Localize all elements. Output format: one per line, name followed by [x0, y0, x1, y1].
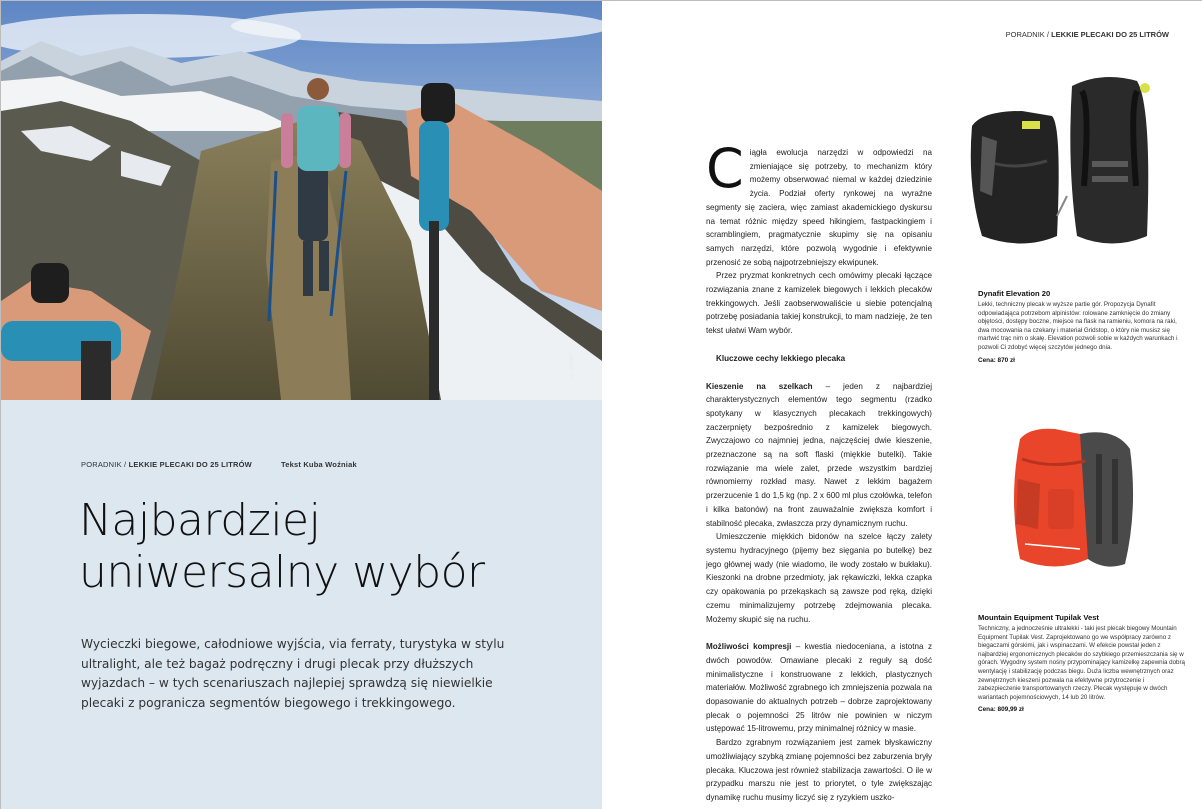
hero-photo — [1, 1, 602, 400]
headline-line-1: Najbardziej — [79, 495, 321, 546]
product-card-dynafit — [978, 289, 1188, 364]
headline-line-2: uniwersalny wybór — [79, 547, 485, 598]
term-shoulder-pockets: Kieszenie na szelkach — [706, 381, 813, 391]
paragraph-2: Przez pryzmat konkretnych cech omówimy plecaki łączące rozwiązania znane z kamizelek biegowych i lekkich plecaków trekkingowych. Jeśli zaobserwowaliście u siebie potencjalną potrzebę posiadania takiej konstrukcji, to mam nadzieję, że ten tekst ułatwi Wam wybór. — [706, 271, 932, 336]
right-page — [602, 1, 1202, 809]
kicker-rubric: PORADNIK / — [81, 460, 129, 469]
article-headline — [79, 495, 579, 599]
photo-credit: ©Dynafit — [569, 353, 575, 378]
header-rubric: PORADNIK / — [1005, 30, 1052, 39]
article-lead: Wycieczki biegowe, całodniowe wyjścia, via ferraty, turystyka w stylu ultralight, ale też bagaż podręczny i drugi plecak przy dłuższych wyjazdach – w tych scenariuszach najlepiej sprawdzą się niewielkie plecaki z pogranicza segmentów biegowego i trekkingowego. — [81, 637, 505, 710]
product-name: Dynafit Elevation 20 — [978, 289, 1051, 298]
left-page — [1, 1, 602, 809]
product-price: Cena: 809,99 zł — [978, 706, 1024, 714]
text-compression: – kwestia niedoceniana, a istotna z dwóch powodów. Omawiane plecaki z reguły są dość minimalistyczne i konstruowane z lekkich, plastycznych materiałów. Możliwość zgrabnego ich zmniejszenia pozwala na dopasowanie do aktualnych potrzeb – dobrze zaprojektowany plecak o pojemności 25 litrów nie powinien w niczym ustępować 15-litrowemu, przy minimalnej różnicy w masie. — [706, 642, 932, 734]
kicker-topic: LEKKIE PLECAKI DO 25 LITRÓW — [128, 460, 252, 469]
dynafit-backpack-image — [962, 66, 1162, 256]
intro-text: iągła ewolucja narzędzi w odpowiedzi na zmieniające się potrzeby, to mechanizm który możemy obserwować niemal w każdej dziedzinie życia. Podział oferty rynkowej na wyraźne segmenty się zaciera, więc zamiast akademickiego dyskursu na temat różnic między speed hikingiem, fastpackingiem i scramblingiem, pragmatycznie skupimy się na opisaniu samych narzędzi, które pozwolą wygodnie i efektywnie przenosić ze sobą najpotrzebniejszy ekwipunek. — [706, 148, 932, 267]
product-price: Cena: 870 zł — [978, 356, 1015, 364]
paragraph-4: Umieszczenie miękkich bidonów na szelce łączy zalety systemu hydracyjnego (pijemy bez sięgania po butelkę) bez jego głównej wady (nie wiadomo, ile wody zostało w bukłaku). Kieszonki na drobne przedmioty, jak rękawiczki, lekka czapka czy opakowania po przekąskach są zawsze pod ręką, dzięki czemu minimalizujemy potrzebę zdejmowania plecaka. Możemy skupić się na ruchu. — [706, 532, 932, 624]
drop-cap: C — [706, 137, 744, 200]
paragraph-shoulder-pockets — [706, 380, 932, 531]
header-topic: LEKKIE PLECAKI DO 25 LITRÓW — [1051, 30, 1169, 39]
text-shoulder-pockets: – jeden z najbardziej charakterystycznych elementów tego segmentu (rzadko spotykany w klasycznych plecakach trekkingowych) zaczerpnięty bezpośrednio z kamizelek biegowych. Zwyczajowo co najmniej jedna, najczęściej dwie kieszenie, przeznaczone są na soft flaski (miękkie butelki). Takie rozwiązanie ma wiele zalet, przede wszystkim bardziej równomierny rozkład masy. Nawet z lekkim bagażem przerzucenie 1 do 1,5 kg (np. 2 x 600 ml plus czołówka, telefon i kilka batonów) na front zauważalnie zwiększa komfort i stabilność plecaka, zwłaszcza przy dynamicznym ruchu. — [706, 381, 933, 528]
tupilak-vest-image — [1000, 419, 1140, 579]
section-kicker — [81, 460, 357, 469]
running-header — [1006, 30, 1169, 39]
article-body — [706, 137, 933, 805]
paragraph-compression — [706, 640, 932, 736]
author-credit: Tekst Kuba Woźniak — [281, 460, 357, 469]
paragraph-intro — [706, 137, 932, 269]
paragraph-6: Bardzo zgrabnym rozwiązaniem jest zamek błyskawiczny umożliwiający szybką zmianę pojemności bez zaburzenia bryły plecaka. Kluczowa jest również stabilizacja zawartości. O ile w przypadku marszu nie jest to priorytet, o tyle zwiększając dynamikę ruchu musimy liczyć się z ryzykiem uszko- — [706, 738, 932, 802]
term-compression: Możliwości kompresji — [706, 642, 792, 652]
spacer — [706, 626, 932, 640]
product-description: Techniczny, a jednocześnie ultralekki - taki jest plecak biegowy Mountain Equipment Tupilak Vest. Zaprojektowano go we współpracy zarówno z biegaczami górskimi, jak i wspinaczami. W efekcie powstał jeden z najbardziej ergonomicznych plecaków do szybkiego przemieszczania się w górach. Wygodny system nośny przypominający kamizelkę zapewnia dobrą wentylację i stabilizację podczas biegu. Duża liczba wewnętrznych oraz zewnętrznych kieszeni pozwala na efektywne przytroczenie i zabezpieczenie transportowanych rzeczy. Plecak występuje w dwóch wariantach pojemnościowych, 14 lub 20 litrów. — [978, 625, 1185, 701]
product-name: Mountain Equipment Tupilak Vest — [978, 613, 1099, 622]
mountain-hiker-illustration — [1, 1, 602, 400]
product-card-tupilak — [978, 613, 1188, 713]
product-description: Lekki, techniczny plecak w wyższe partie gór. Propozycja Dynafit odpowiadająca potrzebom alpinistów: rolowane zamknięcie do zmiany objętości, dostępy boczne, miejsce na flask na ramieniu, komora na raki, dwa mocowania na czekany i materiał Gridstop, o który nie musisz się martwić trąc nim o skałę. Elevation pozwoli sobie w każdych warunkach i pozwoli Ci zdobyć więcej szczytów jednego dnia. — [978, 301, 1178, 351]
section-subheading: Kluczowe cechy lekkiego plecaka — [716, 353, 846, 363]
